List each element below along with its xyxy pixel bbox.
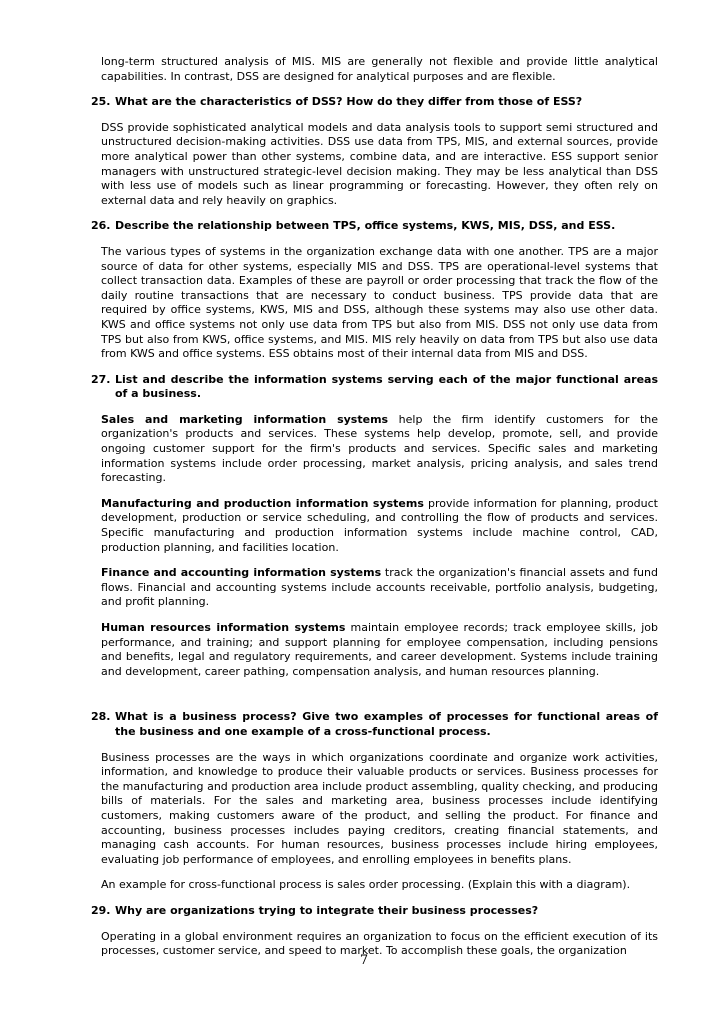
- question-text: Describe the relationship between TPS, office systems, KWS, MIS, DSS, and ESS.: [115, 219, 616, 233]
- question-25: [91, 95, 658, 110]
- page-number: 7: [359, 953, 369, 968]
- question-text: What are the characteristics of DSS? How do they differ from those of ESS?: [115, 95, 583, 109]
- question-27: [91, 373, 658, 402]
- question-text: Why are organizations trying to integrate their business processes?: [115, 903, 539, 917]
- question-number: 29.: [91, 903, 111, 917]
- description: help the firm identify customers for the organization's products and services. These systems help develop, promote, sell, and provide ongoing customer support for the firm's products and services. Specific sales and marketing information systems include order processing, market analysis, pricing analysis, and sales trend forecasting.: [101, 412, 658, 485]
- question-number: 28.: [91, 710, 111, 724]
- answer-29: Operating in a global environment requires an organization to focus on the efficient execution of its processes, customer service, and speed to market. To accomplish these goals, the organization: [101, 929, 658, 958]
- question-number: 27.: [91, 372, 111, 386]
- term-human-resources: Human resources information systems: [101, 621, 346, 634]
- answer-26: The various types of systems in the organization exchange data with one another. TPS are a major source of data for other systems, especially MIS and DSS. TPS are operational-level systems that collect transaction data. Examples of these are payroll or order processing that track the flow of the daily routine transactions that are necessary to conduct business. TPS provide data that are required by office systems, KWS, MIS and DSS, although these systems may also use other data. KWS and office systems not only use data from TPS but also from MIS. DSS not only use data from TPS but also from KWS, office systems, and MIS. MIS rely heavily on data from TPS but also use data from KWS and office systems. ESS obtains most of their internal data from MIS and DSS.: [101, 244, 658, 361]
- description: track the organization's financial assets and fund flows. Financial and accounting systems include accounts receivable, portfolio analysis, budgeting, and profit planning.: [101, 566, 658, 609]
- question-text: What is a business process? Give two examples of processes for functional areas of the business and one example of a cross-functional process.: [115, 710, 658, 738]
- term-sales-marketing: Sales and marketing information systems: [101, 412, 389, 426]
- answer-27-manufacturing: [101, 497, 658, 555]
- question-number: 26.: [91, 219, 111, 233]
- answer-28-example: An example for cross-functional process is sales order processing. (Explain this with a diagram).: [101, 878, 631, 892]
- answer-25: DSS provide sophisticated analytical models and data analysis tools to support semi structured and unstructured decision-making activities. DSS use data from TPS, MIS, and external sources, provide more analytical power than other systems, combine data, and are interactive. ESS support senior managers with unstructured strategic-level decision making. They may be less analytical than DSS with less use of models such as linear programming or forecasting. However, they often rely on external data and rely heavily on graphics.: [101, 120, 658, 207]
- question-29: [91, 904, 658, 919]
- question-28: [91, 710, 658, 739]
- term-manufacturing-production: Manufacturing and production information systems: [101, 496, 424, 510]
- description: provide information for planning, product development, production or service scheduling, and controlling the flow of products and services. Specific manufacturing and production information systems include machine control, CAD, production planning, and facilities location.: [101, 496, 658, 554]
- answer-28: Business processes are the ways in which organizations coordinate and organize work activities, information, and knowledge to produce their valuable products or services. Business processes for the manufacturing and production area include product assembling, quality checking, and producing bills of materials. For the sales and marketing area, business processes include identifying customers, making customers aware of the product, and selling the product. For finance and accounting, business processes includes paying creditors, creating financial statements, and managing cash accounts. For human resources, business processes include hiring employees, evaluating job performance of employees, and enrolling employees in benefits plans.: [101, 750, 658, 866]
- section-spacer: [91, 690, 658, 710]
- description: maintain employee records; track employee skills, job performance, and training; and support planning for employee compensation, including pensions and benefits, legal and regulatory requirements, and career development. Systems include training and development, career pathing, compensation analysis, and human resources planning.: [101, 621, 658, 678]
- page-content: [91, 55, 658, 970]
- question-26: [91, 219, 658, 234]
- question-text: List and describe the information systems serving each of the major functional areas of a business.: [115, 372, 658, 401]
- answer-27-sales: [101, 413, 658, 486]
- intro-paragraph: long-term structured analysis of MIS. MIS are generally not flexible and provide little analytical capabilities. In contrast, DSS are designed for analytical purposes and are flexible.: [101, 55, 658, 83]
- question-number: 25.: [91, 95, 111, 109]
- answer-27-finance: [101, 566, 658, 610]
- answer-27-hr: [101, 621, 658, 679]
- term-finance-accounting: Finance and accounting information systems: [101, 566, 382, 580]
